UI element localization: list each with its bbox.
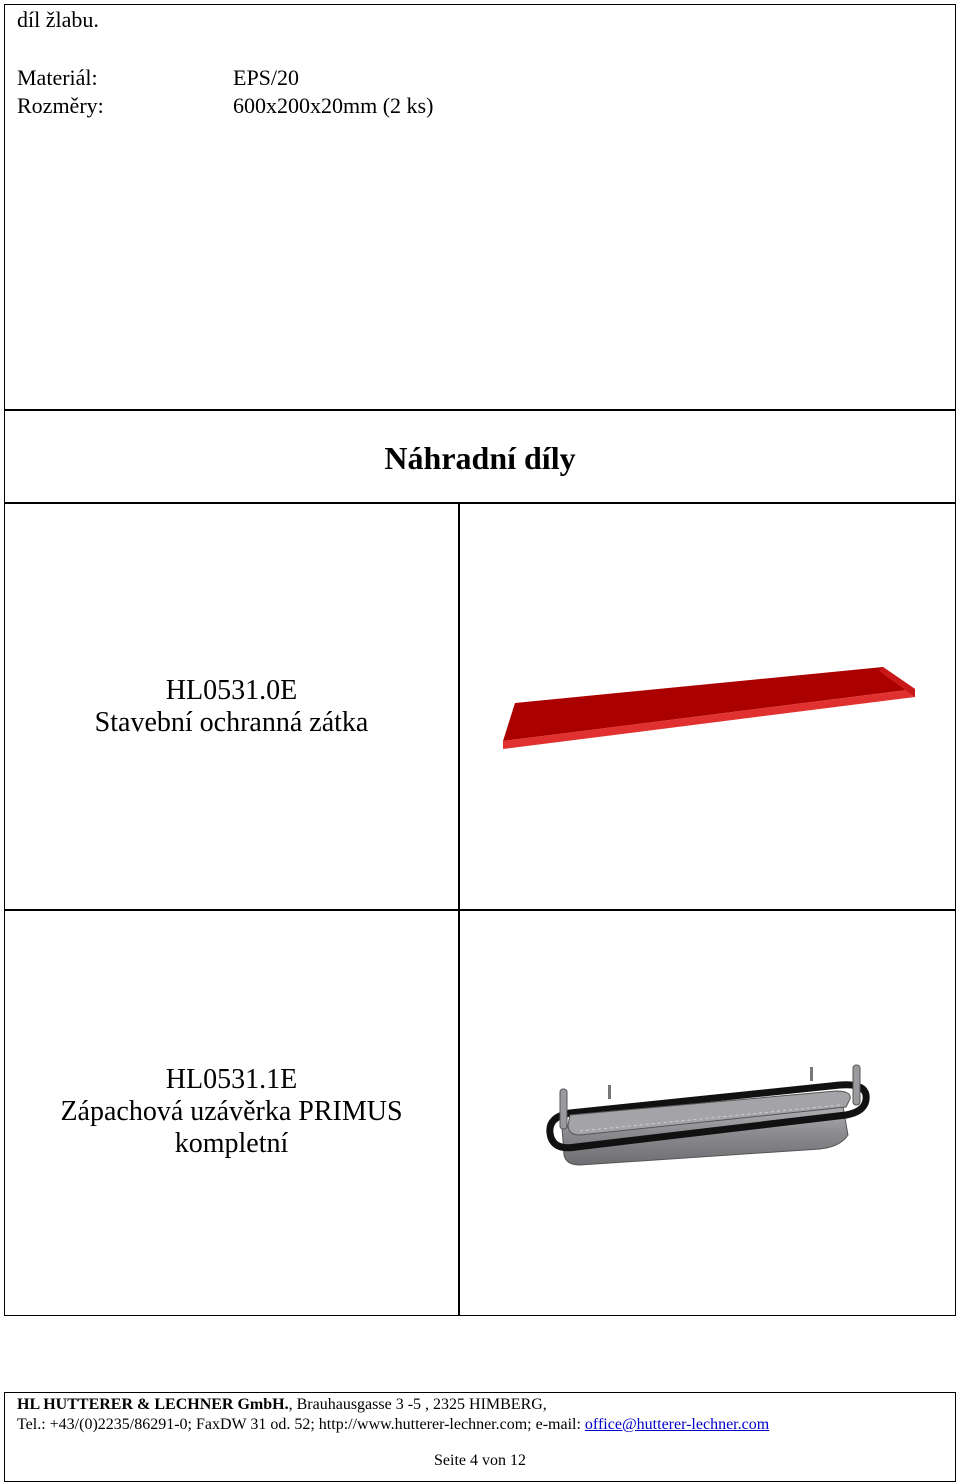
page-number: Seite 4 von 12	[434, 1452, 526, 1469]
footer	[4, 1392, 956, 1482]
description-box	[4, 4, 956, 411]
spare-parts-heading-box	[4, 409, 956, 504]
part-code: HL0531.0E	[165, 675, 298, 706]
material-label: Materiál:	[17, 65, 98, 90]
company-address: , Brauhausgasse 3 -5 , 2325 HIMBERG,	[288, 1396, 547, 1413]
dimensions-label: Rozměry:	[17, 93, 104, 118]
intro-text: díl žlabu.	[17, 7, 99, 32]
spare-parts-table	[4, 502, 956, 1316]
footer-company-line	[17, 1395, 547, 1414]
part-code: HL0531.1E	[165, 1064, 298, 1095]
part-name: Stavební ochranná zátka	[94, 707, 369, 738]
dimensions-value: 600x200x20mm (2 ks)	[233, 93, 434, 118]
material-value: EPS/20	[233, 65, 300, 90]
company-name: HL HUTTERER & LECHNER GmbH.	[17, 1396, 289, 1413]
part-row-2-text	[5, 1064, 458, 1160]
part-row-1-text	[5, 675, 458, 739]
row-divider	[5, 909, 955, 911]
email-link[interactable]: office@hutterer-lechner.com	[584, 1416, 770, 1433]
spare-parts-heading: Náhradní díly	[384, 440, 576, 476]
part-name-continued: kompletní	[174, 1128, 289, 1159]
protective-plug-image	[495, 663, 925, 753]
contact-info: Tel.: +43/(0)2235/86291-0; FaxDW 31 od. 52; http://www.hutterer-lechner.com; e-mail:	[17, 1416, 585, 1433]
footer-contact-line	[17, 1415, 769, 1434]
trap-primus-image	[540, 1055, 880, 1171]
part-name: Zápachová uzávěrka PRIMUS	[60, 1096, 403, 1127]
